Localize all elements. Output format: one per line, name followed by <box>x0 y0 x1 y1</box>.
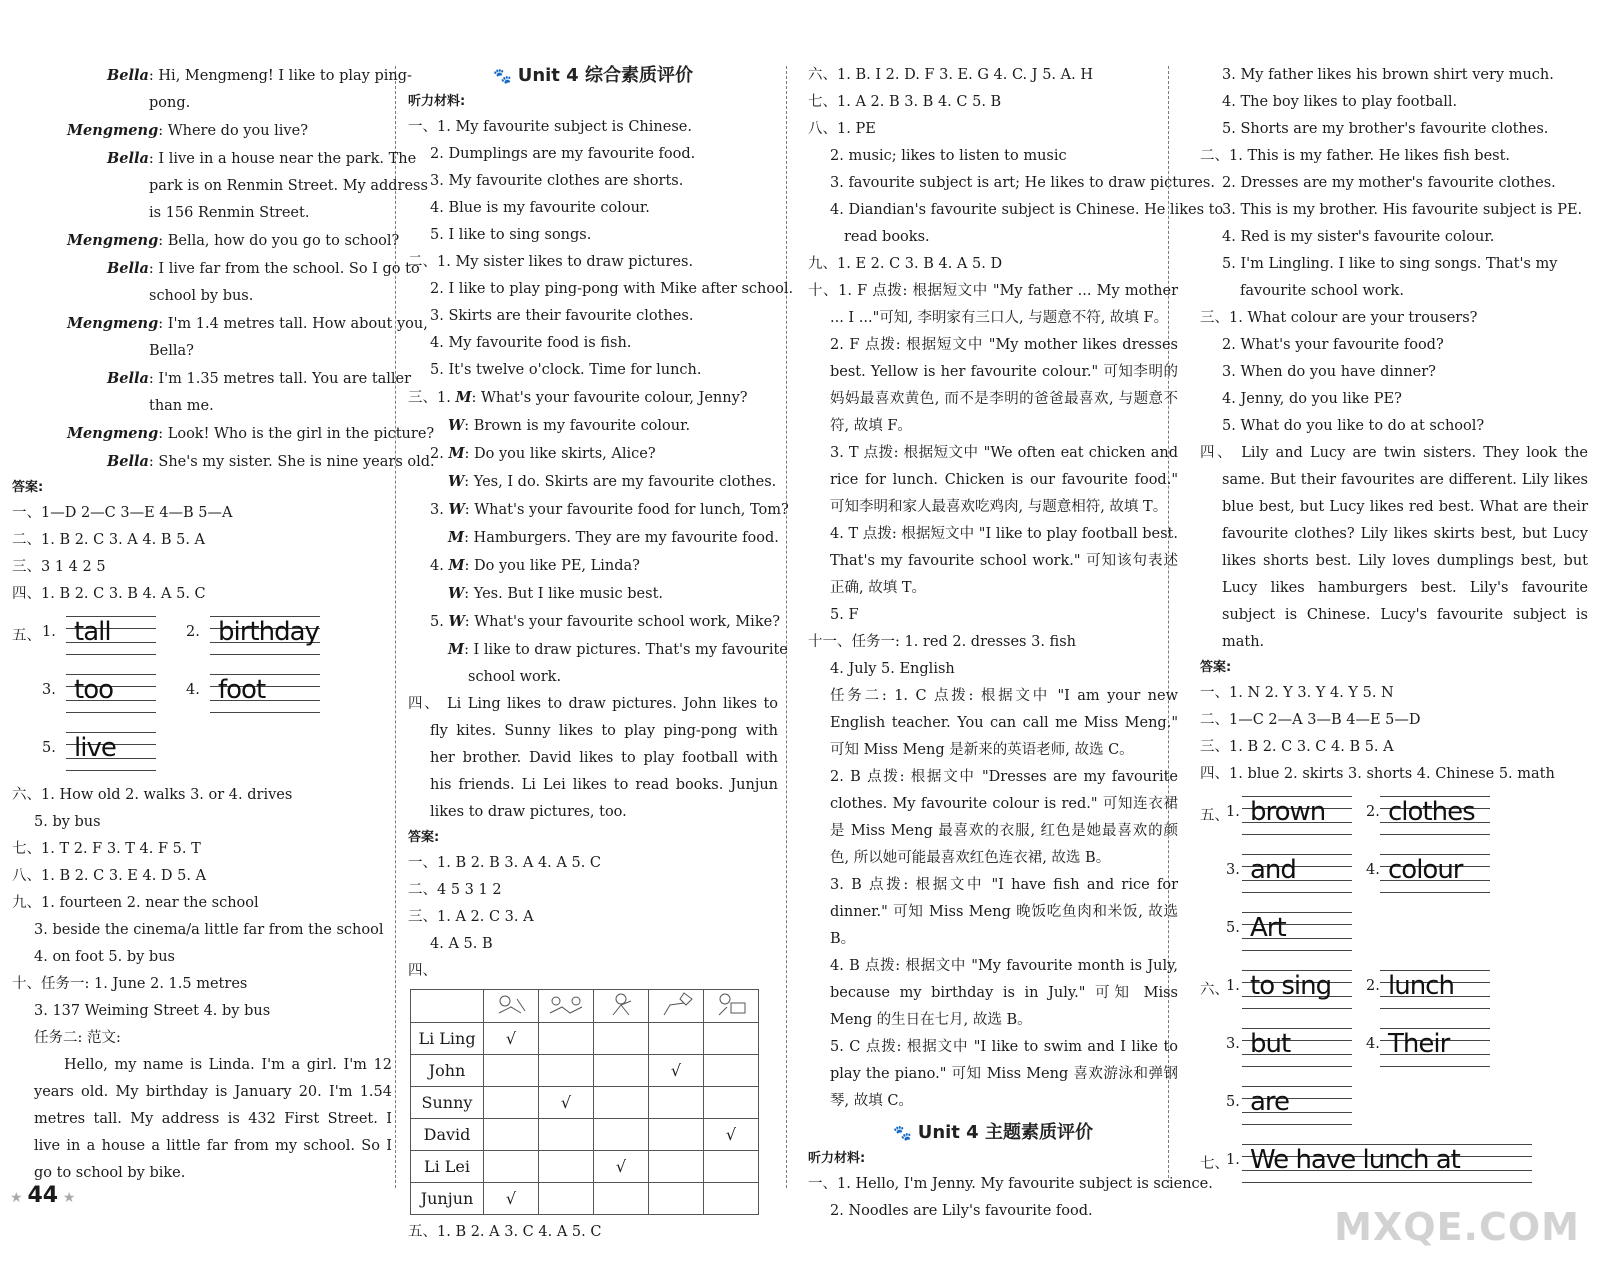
check-mark: √ <box>560 1093 572 1112</box>
column-2: 🐾 Unit 4 综合素质评价 听力材料: 一、1. My favourite subject is Chinese. 2. Dumplings are my favourite food. 3. My favourite clothes are shorts. 4. Blue is my favourite colour. 5. I like to sing songs. 二、1. My sister likes to draw pictures. 2. I like to play ping-pong with Mike after school. 3. Skirts are their favourite clothes. 4. My favourite food is fish. 5. It's twelve o'clock. Time for lunch. 三、1. M: What's your favourite colour, Jenny? W: Brown is my favourite colour. 2. M: Do you like skirts, Alice? W: Yes, I do. Skirts are my favourite clothes. 3. W: What's your favourite food for lunch, Tom? M: Hamburgers. They are my favourite food. 4. M: Do you like PE, Linda? W: Yes. But I like music best. 5. W: What's your favourite school work, Mike? M: I like to draw pictures. That's my favourite school work. 四、 Li Ling likes to draw pictures. John likes to fly kites. Sunny likes to play ping-pong with her brother. David likes to play football with his friends. Li Lei likes to read books. Junjun likes to draw pictures, too. 答案: 一、1. B 2. B 3. A 4. A 5. C 二、4 5 3 1 2 三、1. A 2. C 3. A 4. A 5. B 四、 Li Ling √ John √ Sunny √ David √ Li Lei √ Junjun √ 五、1. B 2. A 3. C 4. A 5. C <box>408 62 778 1246</box>
table-row <box>411 1087 759 1119</box>
writing-line: birthday <box>210 610 320 658</box>
table-cell <box>594 1183 649 1215</box>
writing-row: 五、 1. tall 2. birthday <box>12 608 392 666</box>
writing-line: are <box>1242 1080 1352 1128</box>
column-divider <box>786 66 787 1188</box>
writing-line: to sing <box>1242 964 1352 1012</box>
table-row <box>411 1055 759 1087</box>
table-cell <box>484 1055 539 1087</box>
table-cell <box>704 1023 759 1055</box>
page-number: ★ 44 ★ <box>10 1183 76 1208</box>
table-row <box>411 1183 759 1215</box>
table-cell <box>539 1119 594 1151</box>
table-row <box>411 1023 759 1055</box>
writing-row: 3. too 4. foot <box>12 666 392 724</box>
row-name: Li Ling <box>411 1023 484 1055</box>
table-cell <box>594 1023 649 1055</box>
table-cell <box>484 1023 539 1055</box>
writing-line: We have lunch at <box>1242 1138 1532 1186</box>
table-cell <box>704 1151 759 1183</box>
table-cell <box>649 1151 704 1183</box>
column-4: 3. My father likes his brown shirt very much. 4. The boy likes to play football. 5. Shorts are my brother's favourite clothes. 二、1. This is my father. He likes fish best. 2. Dresses are my mother's favourite clothes. 3. This is my brother. His favourite subject is PE. 4. Red is my sister's favourite colour. 5. I'm Lingling. I like to sing songs. That's my favourite school work. 三、1. What colour are your trousers? 2. What's your favourite food? 3. When do you have dinner? 4. Jenny, do you like PE? 5. What do you like to do at school? 四、 Lily and Lucy are twin sisters. They look the same. But their favourites are different. Lily likes blue best, but Lucy likes red best. What are their favourite clothes? Lily likes skirts best, but Lucy likes shorts best. Lily loves dumplings best, but Lucy likes hamburgers best. Lily's favourite subject is Chinese. Lucy's favourite subject is math. 答案: 一、1. N 2. Y 3. Y 4. Y 5. N 二、1—C 2—A 3—B 4—E 5—D 三、1. B 2. C 3. C 4. B 5. A 四、1. blue 2. skirts 3. shorts 4. Chinese 5. math 五、 1. brown 2. clothes 3. and 4. colour 5. Art 六、 1. to sing 2. lunch 3. but 4. Their 5. are 七、 1. We have lunch at <box>1200 62 1588 1194</box>
table-cell <box>649 1055 704 1087</box>
passage: Lily and Lucy are twin sisters. They look the same. But their favourites are different. Lily likes blue best, but Lucy likes red best. What are their favourite clothes? Lily likes skirts best, but Lucy likes shorts best. Lily loves dumplings best, but Lucy likes hamburgers best. Lily's favourite subject is Chinese. Lucy's favourite subject is math. <box>1222 445 1588 650</box>
table-cell <box>539 1055 594 1087</box>
checklist-table <box>410 989 759 1215</box>
table-cell <box>484 1087 539 1119</box>
check-mark: √ <box>615 1157 627 1176</box>
writing-row: 六、 1. to sing 2. lunch <box>1200 962 1588 1020</box>
row-name: Junjun <box>411 1183 484 1215</box>
table-cell <box>704 1119 759 1151</box>
watermark: MXQE.COM <box>1334 1205 1580 1249</box>
table-cell <box>594 1055 649 1087</box>
writing-row: 3. and 4. colour <box>1200 846 1588 904</box>
writing-line: live <box>66 726 156 774</box>
check-mark: √ <box>505 1189 517 1208</box>
writing-row: 七、 1. We have lunch at <box>1200 1136 1588 1194</box>
check-mark: √ <box>725 1125 737 1144</box>
writing-row: 5. Art <box>1200 904 1588 962</box>
table-cell <box>539 1023 594 1055</box>
draw-icon <box>484 990 539 1023</box>
writing-line: too <box>66 668 156 716</box>
table-cell <box>649 1119 704 1151</box>
table-cell <box>649 1023 704 1055</box>
writing-line: and <box>1242 848 1352 896</box>
table-cell <box>704 1183 759 1215</box>
check-mark: √ <box>505 1029 517 1048</box>
writing-line: Their <box>1380 1022 1490 1070</box>
table-row <box>411 1151 759 1183</box>
table-cell <box>704 1087 759 1119</box>
table-cell <box>484 1119 539 1151</box>
writing-line: clothes <box>1380 790 1490 838</box>
row-name: John <box>411 1055 484 1087</box>
table-cell <box>539 1087 594 1119</box>
paw-icon: 🐾 <box>893 1124 912 1142</box>
writing-row: 5. are <box>1200 1078 1588 1136</box>
table-cell <box>594 1087 649 1119</box>
answer-label: 答案: <box>12 480 44 495</box>
read-icon <box>704 990 759 1023</box>
table-cell <box>649 1183 704 1215</box>
row-name: Sunny <box>411 1087 484 1119</box>
table-cell <box>594 1119 649 1151</box>
ping-pong-icon <box>539 990 594 1023</box>
row-name: Li Lei <box>411 1151 484 1183</box>
table-cell <box>484 1183 539 1215</box>
passage: Li Ling likes to draw pictures. John likes to fly kites. Sunny likes to play ping-pong with her brother. David likes to play football with his friends. Li Lei likes to read books. Junjun likes to draw pictures, too. <box>430 696 779 820</box>
writing-line: tall <box>66 610 156 658</box>
writing-line: foot <box>210 668 320 716</box>
table-cell <box>594 1151 649 1183</box>
writing-row: 5. live <box>12 724 392 782</box>
table-cell <box>484 1151 539 1183</box>
football-icon <box>594 990 649 1023</box>
table-cell <box>649 1087 704 1119</box>
column-3: 六、1. B. I 2. D. F 3. E. G 4. C. J 5. A. H 七、1. A 2. B 3. B 4. C 5. B 八、1. PE 2. music; likes to listen to music 3. favourite subject is art; He likes to draw pictures. 4. Diandian's favourite subject is Chinese. He likes to read books. 九、1. E 2. C 3. B 4. A 5. D 十、1. F 点拨: 根据短文中 "My father ... My mother ... I ..."可知, 李明家有三口人, 与题意不符, 故填 F。 2. F 点拨: 根据短文中 "My mother likes dresses best. Yellow is her favourite colour." 可知李明的妈妈最喜欢黄色, 而不是李明的爸爸最喜欢, 与题意不符, 故填 F。 3. T 点拨: 根据短文中 "We often eat chicken and rice for lunch. Chicken is our favourite food." 可知李明和家人最喜欢吃鸡肉, 与题意相符, 故填 T。 4. T 点拨: 根据短文中 "I like to play football best. That's my favourite school work." 可知该句表述正确, 故填 T。 5. F 十一、任务一: 1. red 2. dresses 3. fish 4. July 5. English 任务二: 1. C 点拨: 根据文中 "I am your new English teacher. You can call me Miss Meng." 可知 Miss Meng 是新来的英语老师, 故选 C。 2. B 点拨: 根据文中 "Dresses are my favourite clothes. My favourite colour is red." 可知连衣裙是 Miss Meng 最喜欢的衣服, 红色是她最喜欢的颜色, 所以她可能最喜欢红色连衣裙, 故选 B。 3. B 点拨: 根据文中 "I have fish and rice for dinner." 可知 Miss Meng 晚饭吃鱼肉和米饭, 故选 B。 4. B 点拨: 根据文中 "My favourite month is July, because my birthday is in July." 可知 Miss Meng 的生日在七月, 故选 B。 5. C 点拨: 根据文中 "I like to swim and I like to play the piano." 可知 Miss Meng 喜欢游泳和弹钢琴, 故填 C。 🐾 Unit 4 主题素质评价 听力材料: 一、1. Hello, I'm Jenny. My favourite subject is science. 2. Noodles are Lily's favourite food. <box>808 67 1224 1219</box>
table-row <box>411 1119 759 1151</box>
writing-line: Art <box>1242 906 1352 954</box>
table-cell <box>539 1151 594 1183</box>
table-cell <box>704 1055 759 1087</box>
writing-line: colour <box>1380 848 1490 896</box>
paw-icon: 🐾 <box>493 67 512 85</box>
kite-icon <box>649 990 704 1023</box>
check-mark: √ <box>670 1061 682 1080</box>
writing-line: but <box>1242 1022 1352 1070</box>
writing-row: 3. but 4. Their <box>1200 1020 1588 1078</box>
section-title: 🐾 Unit 4 综合素质评价 <box>493 65 693 86</box>
writing-line: brown <box>1242 790 1352 838</box>
row-name: David <box>411 1119 484 1151</box>
section-title: 🐾 Unit 4 主题素质评价 <box>893 1122 1093 1143</box>
table-cell <box>539 1183 594 1215</box>
column-1: Bella: Hi, Mengmeng! I like to play ping- pong. Mengmeng: Where do you live? Bella: I live in a house near the park. The park is on Renmin Street. My address is 156 Renmin Street. Mengmeng: Bella, how do you go to school? Bella: I live far from the school. So I go to school by bus. Mengmeng: I'm 1.4 metres tall. How about you, Bella? Bella: I'm 1.35 metres tall. You are taller than me. Mengmeng: Look! Who is the girl in the picture? Bella: She's my sister. She is nine years old. 答案: 一、1—D 2—C 3—E 4—B 5—A 二、1. B 2. C 3. A 4. B 5. A 三、3 1 4 2 5 四、1. B 2. C 3. B 4. A 5. C 五、 1. tall 2. birthday 3. too 4. foot 5. live 六、1. How old 2. walks 3. or 4. drives 5. by bus 七、1. T 2. F 3. T 4. F 5. T 八、1. B 2. C 3. E 4. D 5. A 九、1. fourteen 2. near the school 3. beside the cinema/a little far from the school 4. on foot 5. by bus 十、任务一: 1. June 2. 1.5 metres 3. 137 Weiming Street 4. by bus 任务二: 范文: Hello, my name is Linda. I'm a girl. I'm 12 years old. My birthday is January 20. I'm 1.54 metres tall. My address is 432 First Street. I live in a house a little far from my school. So I go to school by bike. <box>12 62 392 1187</box>
writing-row: 五、 1. brown 2. clothes <box>1200 788 1588 846</box>
writing-line: lunch <box>1380 964 1490 1012</box>
sample-essay: Hello, my name is Linda. I'm a girl. I'm 12 years old. My birthday is January 20. I'm 1.54 metres tall. My address is 432 First Street. I live in a house a little far from my school. So I go to school by bike. <box>34 1057 392 1181</box>
